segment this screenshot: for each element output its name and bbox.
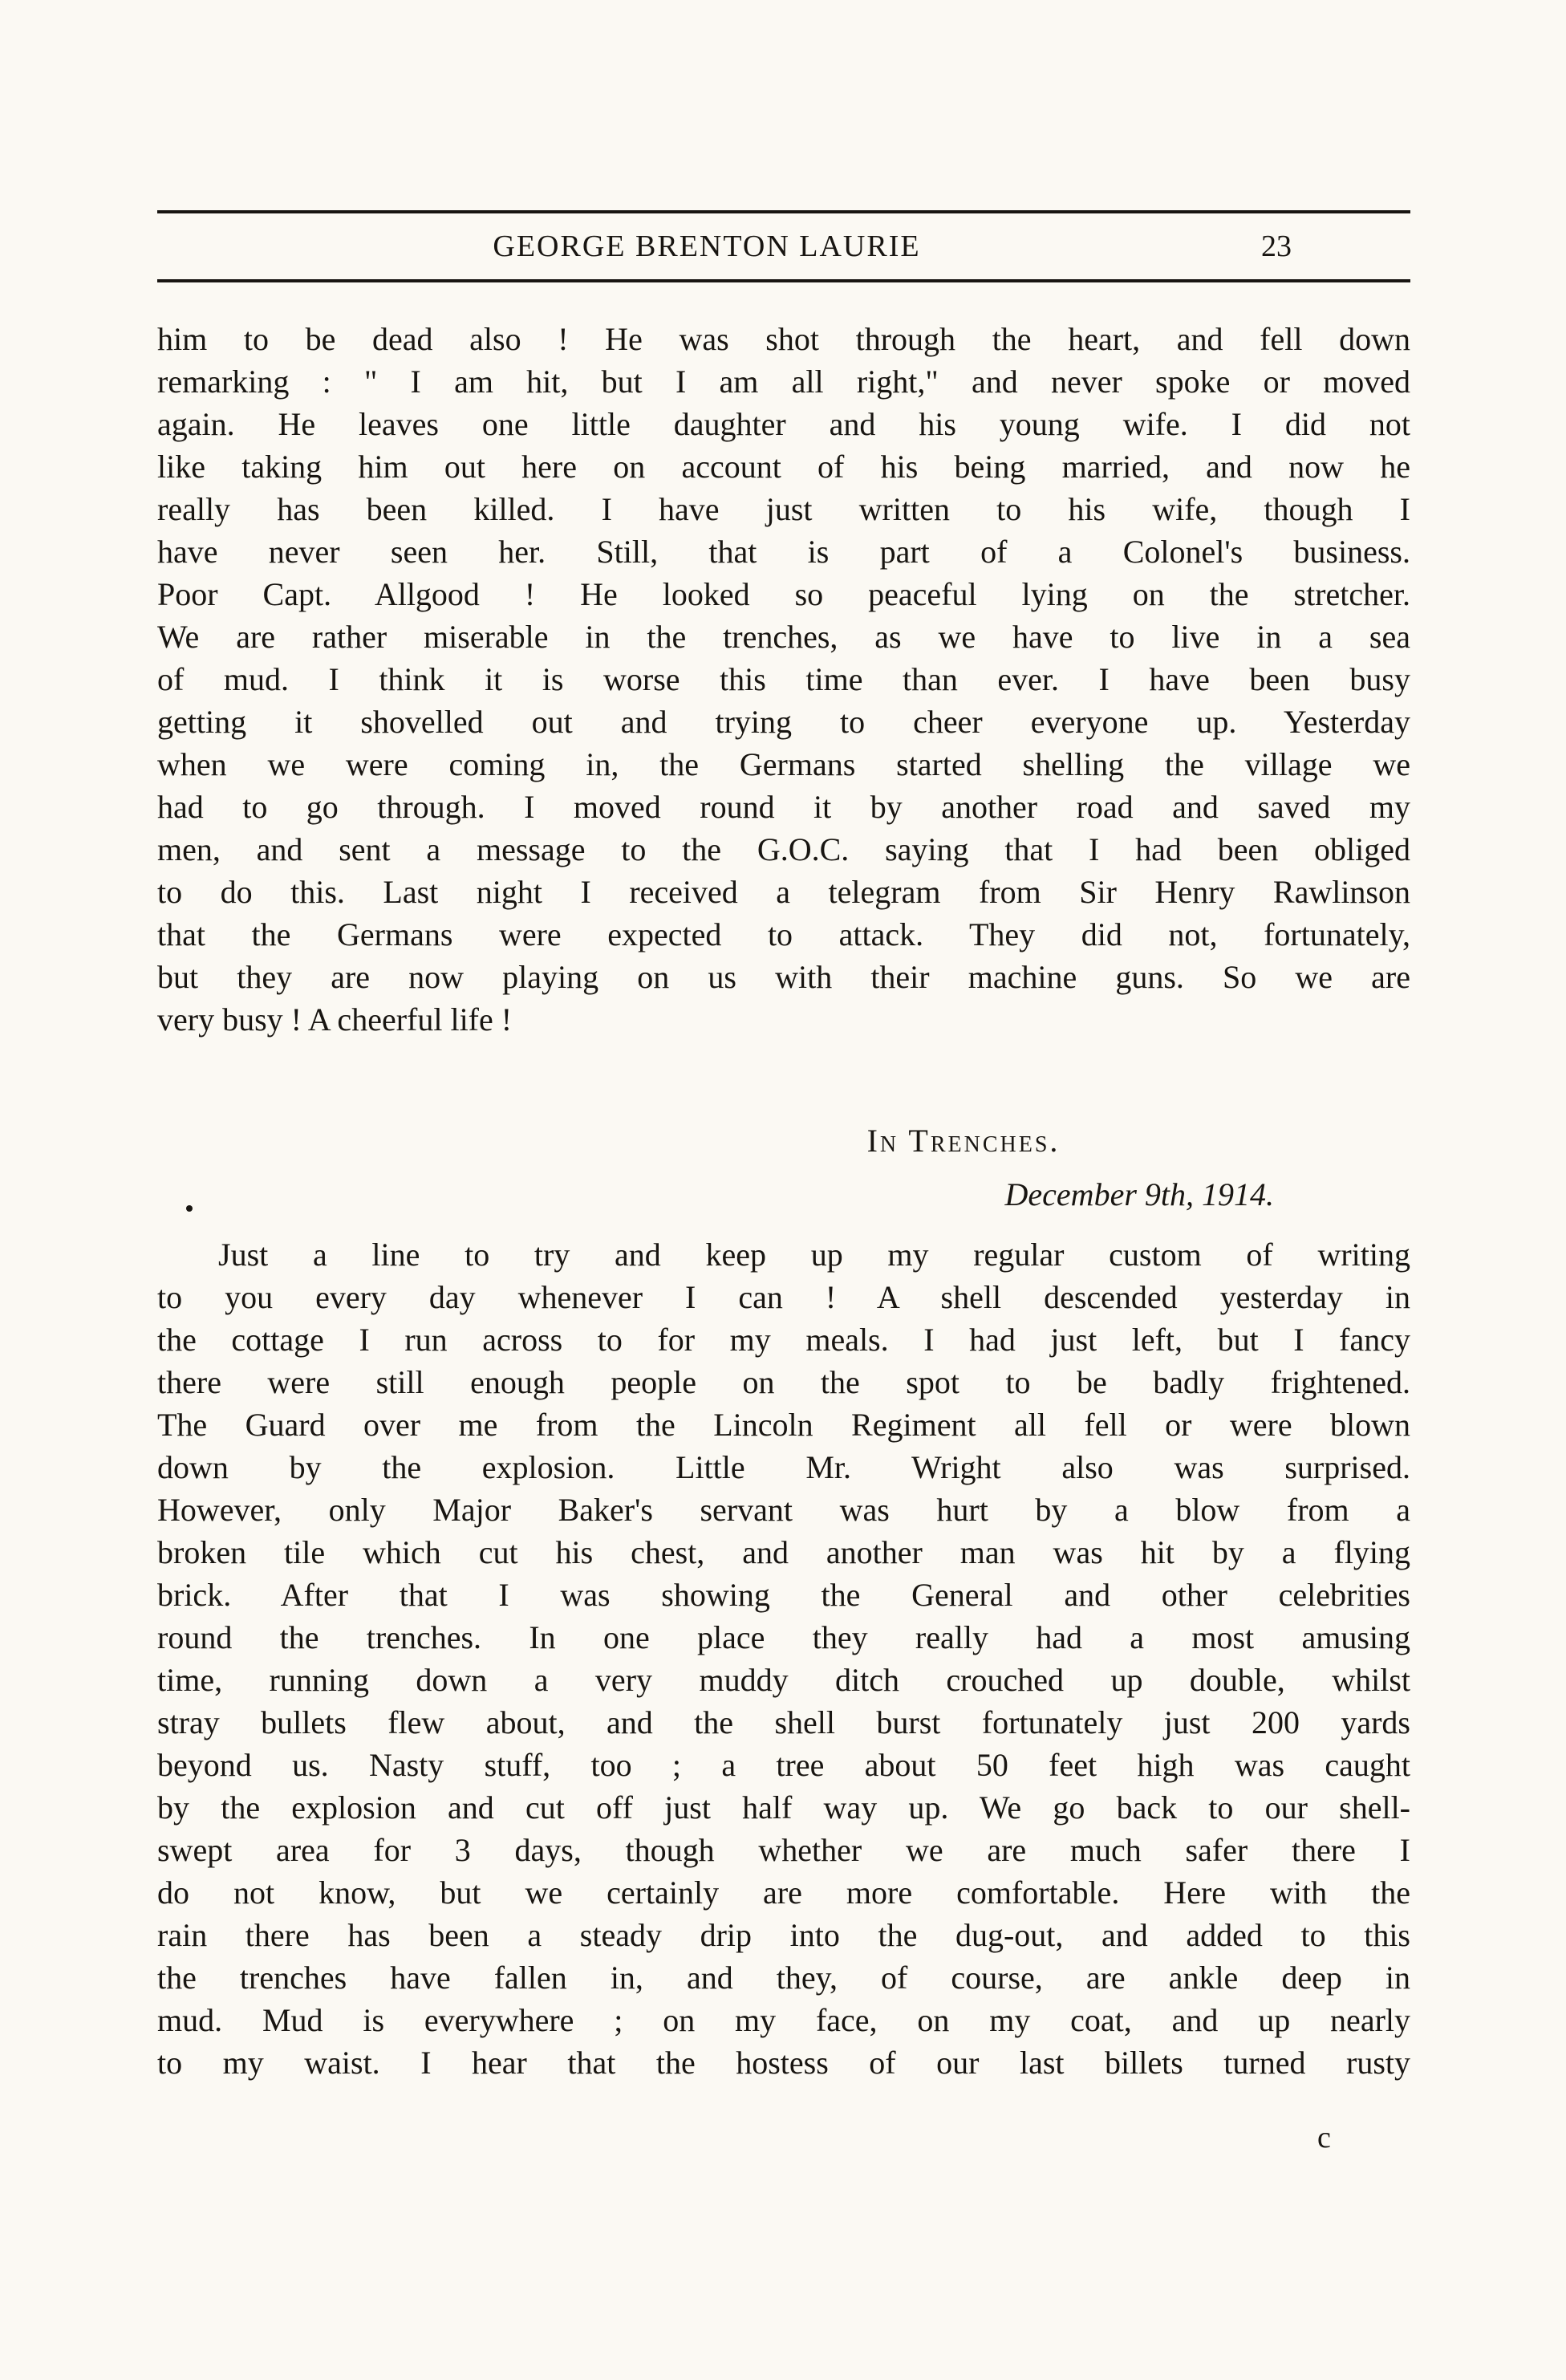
text-line: men, and sent a message to the G.O.C. saying that I had been obliged [157, 831, 1410, 867]
text-line: of mud. I think it is worse this time than ever. I have been busy [157, 661, 1410, 697]
text-line: brick. After that I was showing the General and other celebrities [157, 1577, 1410, 1613]
text-line: the trenches have fallen in, and they, of course, are ankle deep in [157, 1960, 1410, 1996]
text-line: like taking him out here on account of his being married, and now he [157, 449, 1410, 485]
text-line: swept area for 3 days, though whether we are much safer there I [157, 1832, 1410, 1868]
signature-mark: c [1317, 2121, 1331, 2155]
text-line: had to go through. I moved round it by another road and saved my [157, 789, 1410, 825]
text-line: Just a line to try and keep up my regular custom of writing [218, 1237, 1410, 1273]
text-line: rain there has been a steady drip into the dug-out, and added to this [157, 1917, 1410, 1953]
text-line: to my waist. I hear that the hostess of our last billets turned rusty [157, 2045, 1410, 2081]
text-line: really has been killed. I have just written to his wife, though I [157, 491, 1410, 527]
text-line: that the Germans were expected to attack. They did not, fortunately, [157, 916, 1410, 952]
text-line: the cottage I run across to for my meals. I had just left, but I fancy [157, 1322, 1410, 1358]
text-line: stray bullets flew about, and the shell burst fortunately just 200 yards [157, 1704, 1410, 1740]
section-heading: In Trenches. [866, 1123, 1061, 1159]
text-line: to you every day whenever I can ! A shell descended yesterday in [157, 1279, 1410, 1315]
text-line: but they are now playing on us with their machine guns. So we are [157, 959, 1410, 995]
text-line: We are rather miserable in the trenches, as we have to live in a sea [157, 619, 1410, 655]
text-line: broken tile which cut his chest, and another man was hit by a flying [157, 1534, 1410, 1570]
text-line: beyond us. Nasty stuff, too ; a tree about 50 feet high was caught [157, 1747, 1410, 1783]
header-rule-bottom [157, 279, 1410, 282]
page-title: GEORGE BRENTON LAURIE [493, 229, 921, 263]
text-column [157, 210, 1410, 2084]
paragraph-1 [157, 318, 1410, 1041]
paragraph-2 [157, 1233, 1410, 2084]
text-line: by the explosion and cut off just half way up. We go back to our shell- [157, 1789, 1410, 1826]
text-line: remarking : " I am hit, but I am all right," and never spoke or moved [157, 363, 1410, 400]
text-line: round the trenches. In one place they really had a most amusing [157, 1619, 1410, 1655]
text-line: do not know, but we certainly are more comfortable. Here with the [157, 1874, 1410, 1911]
text-line: to do this. Last night I received a telegram from Sir Henry Rawlinson [157, 874, 1410, 910]
text-line: again. He leaves one little daughter and his young wife. I did not [157, 406, 1410, 442]
text-line: The Guard over me from the Lincoln Regiment all fell or were blown [157, 1407, 1410, 1443]
text-line: have never seen her. Still, that is part of a Colonel's business. [157, 534, 1410, 570]
running-header [157, 210, 1410, 282]
text-line: getting it shovelled out and trying to cheer everyone up. Yesterday [157, 704, 1410, 740]
text-line: him to be dead also ! He was shot through the heart, and fell down [157, 321, 1410, 357]
header-row [157, 213, 1410, 279]
page-body [157, 318, 1410, 2084]
text-line: Poor Capt. Allgood ! He looked so peaceful lying on the stretcher. [157, 576, 1410, 612]
page-number: 23 [1261, 229, 1292, 263]
text-line: there were still enough people on the spot to be badly frightened. [157, 1364, 1410, 1400]
text-line: time, running down a very muddy ditch crouched up double, whilst [157, 1662, 1410, 1698]
text-line: mud. Mud is everywhere ; on my face, on my coat, and up nearly [157, 2002, 1410, 2038]
text-line: very busy ! A cheerful life ! [157, 1001, 513, 1038]
text-line: when we were coming in, the Germans started shelling the village we [157, 746, 1410, 782]
text-line: However, only Major Baker's servant was hurt by a blow from a [157, 1492, 1410, 1528]
stray-ink-dot [186, 1205, 193, 1212]
text-line: down by the explosion. Little Mr. Wright also was surprised. [157, 1449, 1410, 1485]
dateline: December 9th, 1914. [1004, 1176, 1274, 1212]
